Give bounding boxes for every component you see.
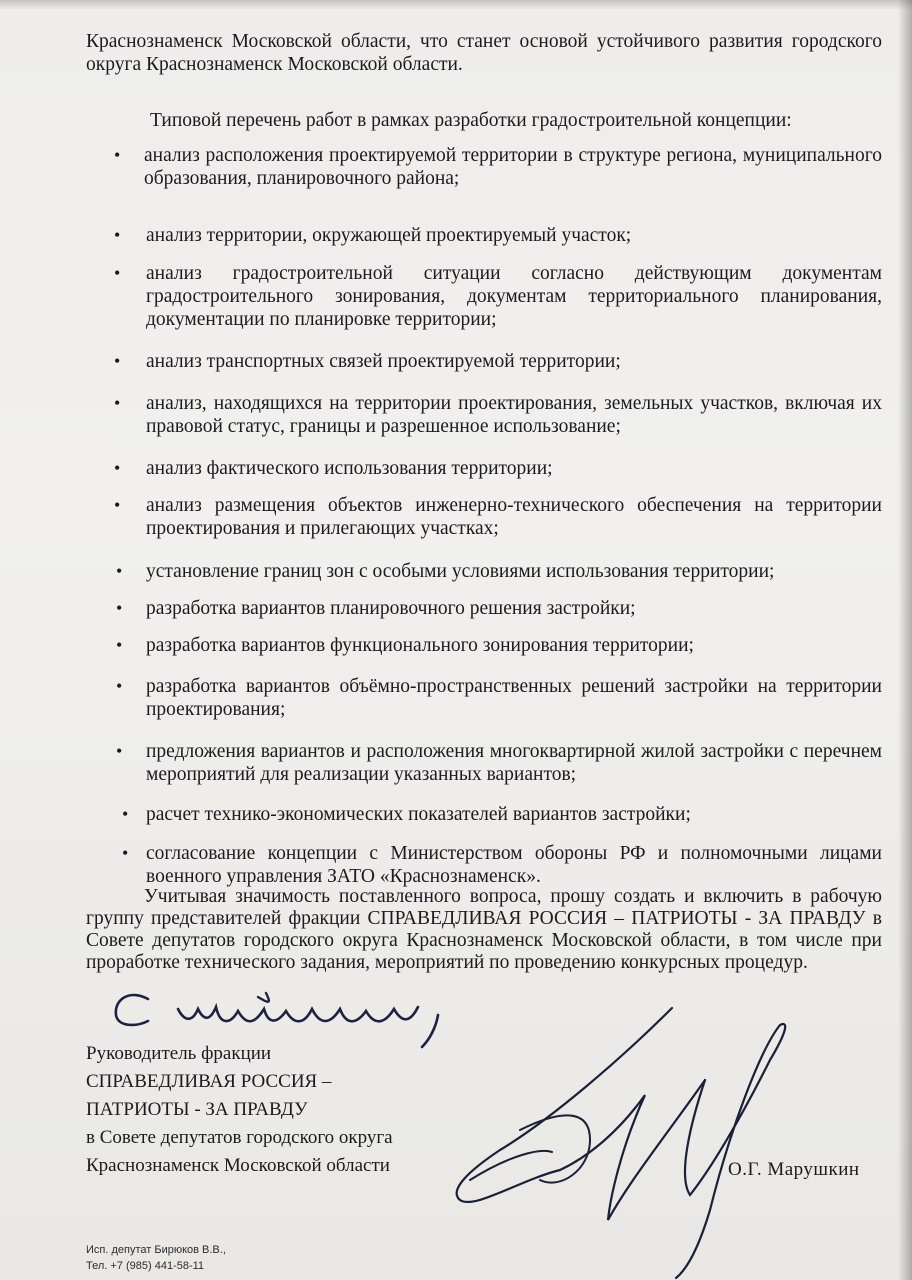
list-item: разработка вариантов планировочного решения застройки;	[146, 598, 636, 619]
bullet-marker: •	[114, 225, 121, 245]
list-heading: Типовой перечень работ в рамках разработки градостроительной концепции:	[150, 110, 792, 131]
bullet-marker: •	[114, 495, 121, 515]
council-line: в Совете депутатов городского округа	[86, 1127, 393, 1148]
list-item: разработка вариантов функционального зонирования территории;	[146, 635, 694, 656]
signer-name: О.Г. Марушкин	[728, 1159, 860, 1180]
list-item: анализ расположения проектируемой территории в структуре региона, муниципального образования, планировочного района;	[144, 145, 882, 189]
bullet-marker: •	[116, 741, 123, 761]
signature-block	[86, 1040, 466, 1180]
council-line: Краснознаменск Московской области	[86, 1155, 390, 1176]
closing-paragraph: Учитывая значимость поставленного вопроса, прошу создать и включить в рабочую группу представителей фракции СПРАВЕДЛИВАЯ РОССИЯ – ПАТРИОТЫ - ЗА ПРАВДУ в Совете депутатов городского округа Краснознаменск Московской области, в том числе при проработке технического задания, мероприятий по проведению конкурсных процедур.	[86, 886, 882, 973]
position-line: Руководитель фракции	[86, 1043, 272, 1064]
page-top-shadow	[0, 0, 912, 10]
bullet-marker: •	[114, 263, 121, 283]
list-item: предложения вариантов и расположения многоквартирной жилой застройки с перечнем мероприятий для реализации указанных вариантов;	[146, 741, 882, 785]
list-item: согласование концепции с Министерством обороны РФ и полномочными лицами военного управления ЗАТО «Краснознаменск».	[146, 843, 882, 887]
intro-paragraph: Краснознаменск Московской области, что станет основой устойчивого развития городского округа Краснознаменск Московской области.	[86, 31, 882, 75]
list-item: установление границ зон с особыми условиями использования территории;	[146, 561, 775, 582]
executor-name: Исп. депутат Бирюков В.В.,	[86, 1244, 226, 1256]
bullet-marker: •	[116, 598, 123, 618]
page-edge-shadow	[898, 0, 912, 1280]
faction-name-line: СПРАВЕДЛИВАЯ РОССИЯ –	[86, 1071, 332, 1092]
list-item: разработка вариантов объёмно-пространственных решений застройки на территории проектирования;	[146, 676, 882, 720]
list-item: анализ размещения объектов инженерно-технического обеспечения на территории проектирования и прилегающих участках;	[146, 495, 882, 539]
bullet-marker: •	[114, 458, 121, 478]
bullet-marker: •	[116, 635, 123, 655]
list-item: анализ фактического использования территории;	[146, 458, 553, 479]
bullet-marker: •	[122, 804, 129, 824]
bullet-marker: •	[122, 843, 129, 863]
executor-info	[86, 1242, 226, 1274]
executor-phone: Тел. +7 (985) 441-58-11	[86, 1260, 205, 1272]
list-item: анализ территории, окружающей проектируемый участок;	[146, 225, 632, 246]
handwritten-signature	[440, 980, 880, 1280]
list-item: анализ градостроительной ситуации согласно действующим документам градостроительного зонирования, документам территориального планирования, документации по планировке территории;	[146, 263, 882, 330]
bullet-marker: •	[114, 351, 121, 371]
list-item: анализ, находящихся на территории проектирования, земельных участков, включая их правовой статус, границы и разрешенное использование;	[146, 393, 882, 437]
list-item: расчет технико-экономических показателей вариантов застройки;	[146, 804, 691, 825]
bullet-marker: •	[116, 676, 123, 696]
bullet-marker: •	[114, 145, 121, 165]
list-item: анализ транспортных связей проектируемой территории;	[146, 351, 621, 372]
bullet-marker: •	[114, 393, 121, 413]
bullet-marker: •	[116, 561, 123, 581]
faction-name-line: ПАТРИОТЫ - ЗА ПРАВДУ	[86, 1099, 308, 1120]
